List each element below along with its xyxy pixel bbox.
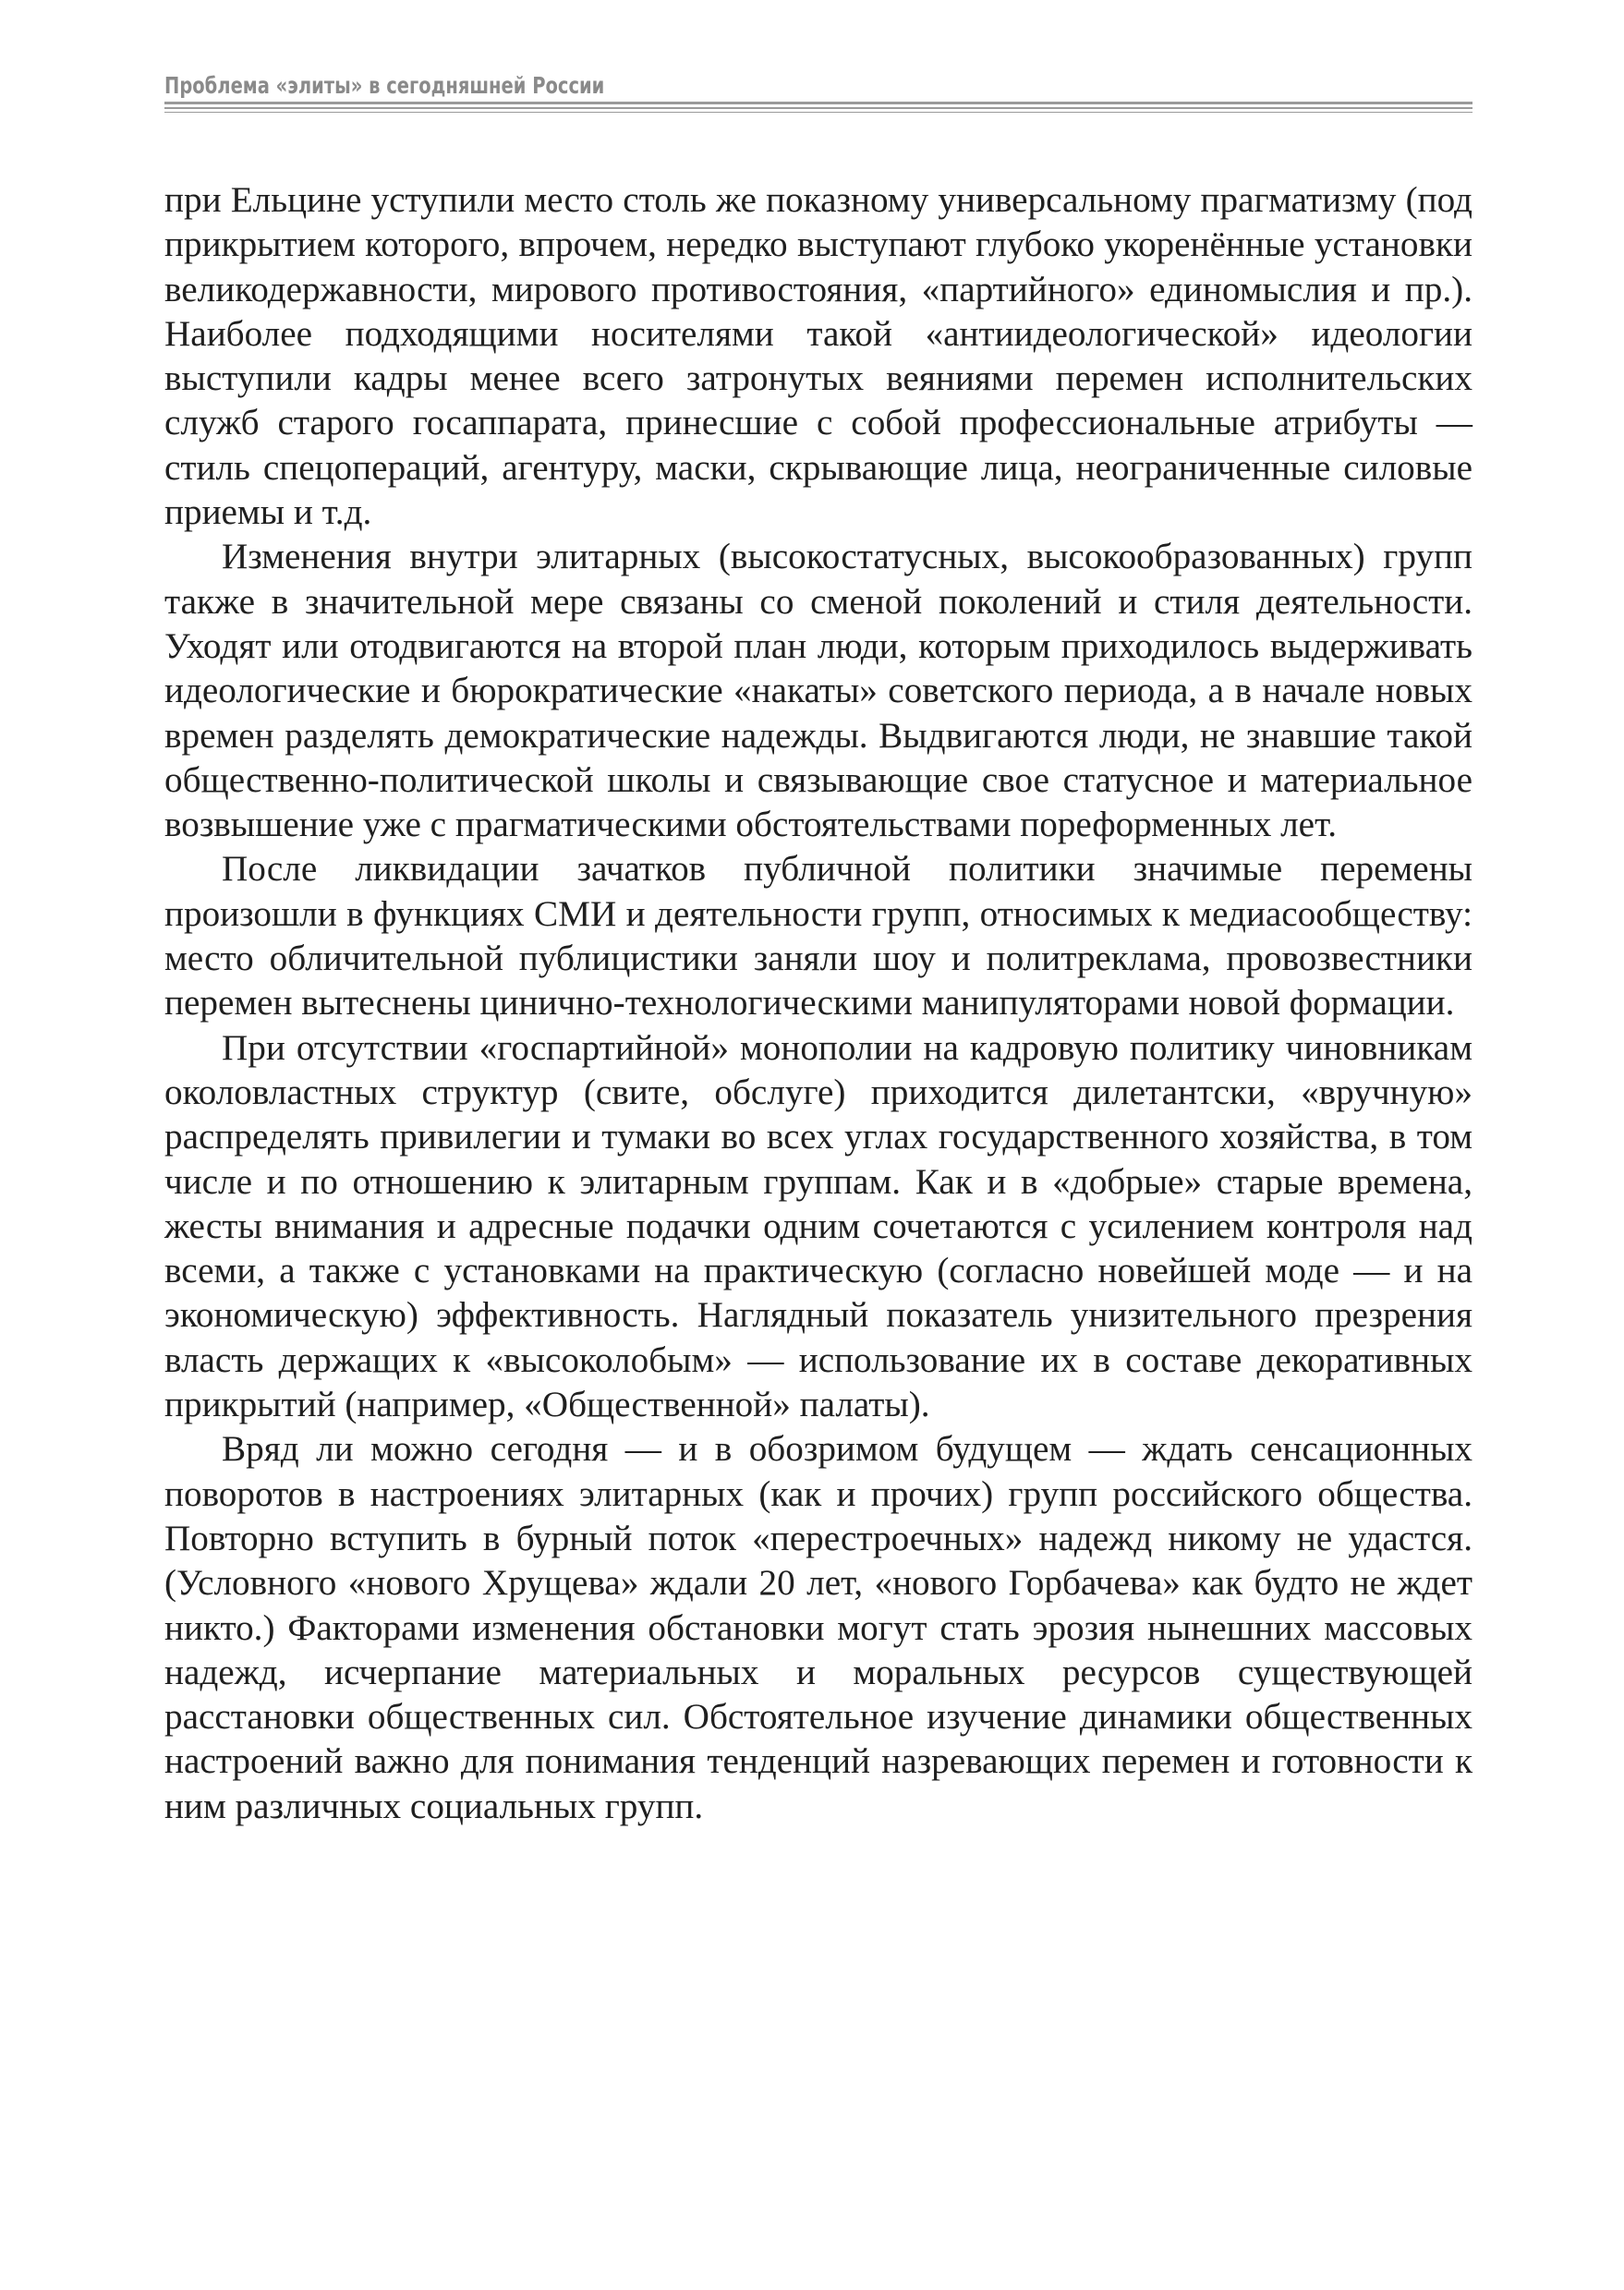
paragraph-4: При отсутствии «госпартийной» монополии на кадровую политику чиновникам околовластных структур (свите, обслуге) приходится дилетантски, «вручную» распределять привилегии и тумаки во всех углах государственного хозяйства, в том числе и по отношению к элитарным группам. Как и в «добрые» старые времена, жесты внимания и адресные подачки одним сочетаются с усилением контроля над всеми, а также с установками на практическую (согласно новейшей моде — и на экономическую) эффективность. Наглядный показатель унизительного презрения власть держащих к «высоколобым» — использование их в составе декоративных прикрытий (например, «Общественной» палаты). [164, 1027, 1473, 1425]
header-rule-thick [164, 102, 1473, 104]
running-head: Проблема «элиты» в сегодняшней России [164, 72, 605, 99]
paragraph-5: Вряд ли можно сегодня — и в обозримом будущем — ждать сенсационных поворотов в настроениях элитарных (как и прочих) групп российского общества. Повторно вступить в бурный поток «перестроечных» надежд никому не удастся. (Условного «нового Хрущева» ждали 20 лет, «нового Горбачева» как будто не ждет никто.) Факторами изменения обстановки могут стать эрозия нынешних массовых надежд, исчерпание материальных и моральных ресурсов существующей расстановки общественных сил. Обстоятельное изучение динамики общественных настроений важно для понимания тенденций назревающих перемен и готовности к ним различных социальных групп. [164, 1429, 1473, 1826]
header-rule-medium [164, 107, 1473, 109]
paragraph-3: После ликвидации зачатков публичной политики значимые перемены произошли в функциях СМИ и деятельности групп, относимых к медиасообществу: место обличительной публицистики заняли шоу и политреклама, провозвестники перемен вытеснены цинично-технологическими манипуляторами новой формации. [164, 849, 1473, 1024]
header-rule-thin [164, 112, 1473, 113]
paragraph-2: Изменения внутри элитарных (высокостатусных, высокообразованных) групп также в значительной мере связаны со сменой поколений и стиля деятельности. Уходят или отодвигаются на второй план люди, которым приходилось выдерживать идеологические и бюрократические «накаты» советского периода, а в начале новых времен разделять демократические надежды. Выдвигаются люди, не знавшие такой общественно-политической школы и связывающие свое статусное и материальное возвышение уже с прагматическими обстоятельствами пореформенных лет. [164, 537, 1473, 845]
body-text [164, 178, 1473, 1829]
paragraph-1: при Ельцине уступили место столь же показному универсальному прагматизму (под прикрытием которого, впрочем, нередко выступают глубоко укоренённые установки великодержавности, мирового противостояния, «партийного» единомыслия и пр.). Наиболее подходящими носителями такой «антиидеологической» идеологии выступили кадры менее всего затронутых веяниями перемен исполнительских служб старого госаппарата, принесшие с собой профессиональные атрибуты — стиль спецопераций, агентуру, маски, скрывающие лица, неограниченные силовые приемы и т.д. [164, 180, 1473, 533]
